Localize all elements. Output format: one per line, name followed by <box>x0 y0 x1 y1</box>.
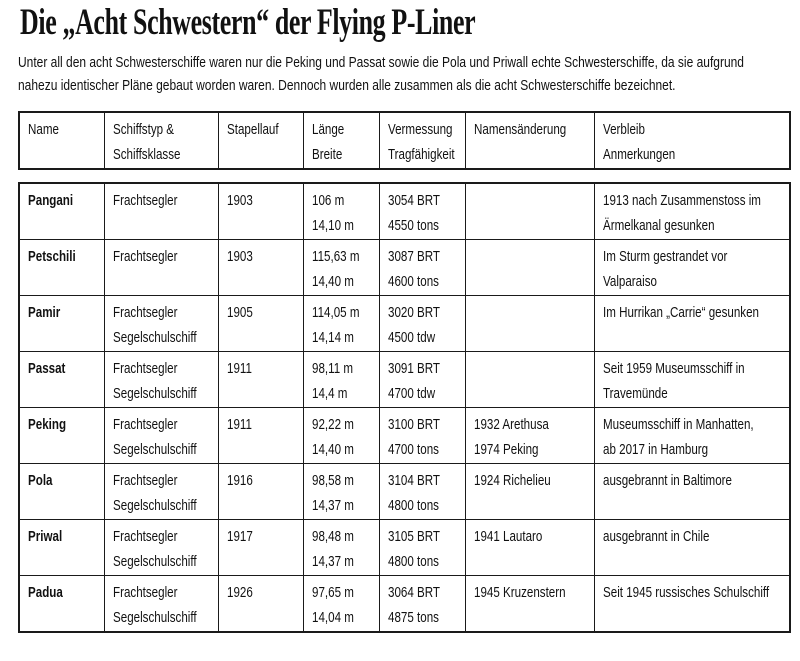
cell-verbleib <box>594 520 790 576</box>
intro-paragraph <box>18 51 800 97</box>
cell-verbleib <box>594 576 790 633</box>
ship-name: Pola <box>28 473 53 489</box>
cell-verbleib <box>594 352 790 408</box>
cell-line: 3104 BRT <box>387 473 440 489</box>
cell-line: 14,4 m <box>311 386 347 402</box>
cell-stapellauf <box>218 296 303 352</box>
col-header-label: Verbleib <box>602 122 645 138</box>
cell-line: ausgebrannt in Baltimore <box>602 473 732 489</box>
cell-namensaenderung <box>465 576 594 633</box>
cell-line: 98,58 m <box>311 473 354 489</box>
cell-line: 4800 tons <box>387 498 439 514</box>
col-header-namensaenderung <box>465 112 594 169</box>
cell-vermessung <box>379 352 465 408</box>
ship-name: Pangani <box>28 193 74 209</box>
cell-namensaenderung <box>465 408 594 464</box>
ship-name: Priwal <box>28 529 63 545</box>
cell-namensaenderung <box>465 240 594 296</box>
cell-stapellauf <box>218 520 303 576</box>
col-header-label: Breite <box>311 147 342 163</box>
cell-line: 1916 <box>226 473 253 489</box>
cell-line: Segelschulschiff <box>112 386 197 402</box>
cell-line: 98,11 m <box>311 361 353 377</box>
col-header-label: Stapellauf <box>226 122 279 138</box>
cell-laenge-breite <box>303 408 379 464</box>
cell-stapellauf <box>218 183 303 240</box>
cell-line: 1974 Peking <box>473 442 538 458</box>
cell-line: 3091 BRT <box>387 361 440 377</box>
col-header-label: Länge <box>311 122 344 138</box>
cell-line: 97,65 m <box>311 585 354 601</box>
cell-line: 4700 tdw <box>387 386 435 402</box>
cell-line: 4600 tons <box>387 274 439 290</box>
table-row-passat <box>19 352 790 408</box>
cell-vermessung <box>379 408 465 464</box>
cell-stapellauf <box>218 576 303 633</box>
cell-line: Frachtsegler <box>112 585 177 601</box>
cell-verbleib <box>594 464 790 520</box>
table-row-padua <box>19 576 790 633</box>
cell-namensaenderung <box>465 352 594 408</box>
cell-line: 4875 tons <box>387 610 439 626</box>
ship-name: Petschili <box>28 249 76 265</box>
cell-line: 14,40 m <box>311 274 354 290</box>
table-row-peking <box>19 408 790 464</box>
col-header-label: Schiffsklasse <box>112 147 180 163</box>
cell-line: Frachtsegler <box>112 417 177 433</box>
cell-line: 14,14 m <box>311 330 354 346</box>
cell-line: Segelschulschiff <box>112 610 197 626</box>
ships-table-header <box>18 111 791 170</box>
cell-verbleib <box>594 408 790 464</box>
cell-line: 1913 nach Zusammenstoss im <box>602 193 761 209</box>
cell-line: 115,63 m <box>311 249 360 265</box>
cell-line: Frachtsegler <box>112 361 177 377</box>
cell-name <box>19 240 104 296</box>
cell-laenge-breite <box>303 183 379 240</box>
table-row-priwal <box>19 520 790 576</box>
col-header-label: Name <box>28 122 59 138</box>
cell-vermessung <box>379 520 465 576</box>
cell-stapellauf <box>218 240 303 296</box>
cell-line: Segelschulschiff <box>112 498 197 514</box>
cell-line: Im Sturm gestrandet vor <box>602 249 727 265</box>
intro-line-1: Unter all den acht Schwesterschiffe waren nur die Peking und Passat sowie die Pola und Priwall echte Schwesterschiffe, da sie aufgrund <box>18 54 744 71</box>
cell-name <box>19 296 104 352</box>
cell-line: Frachtsegler <box>112 193 177 209</box>
cell-line: 98,48 m <box>311 529 354 545</box>
cell-schiffstyp <box>104 240 218 296</box>
cell-line: 106 m <box>311 193 344 209</box>
cell-line: 3105 BRT <box>387 529 440 545</box>
cell-line: 4500 tdw <box>387 330 435 346</box>
cell-name <box>19 576 104 633</box>
cell-name <box>19 520 104 576</box>
cell-line: Frachtsegler <box>112 473 177 489</box>
col-header-label: Schiffstyp & <box>112 122 174 138</box>
cell-line: 4550 tons <box>387 218 439 234</box>
header-row <box>19 112 790 169</box>
cell-line: 4700 tons <box>387 442 439 458</box>
cell-verbleib <box>594 296 790 352</box>
col-header-verbleib <box>594 112 790 169</box>
cell-laenge-breite <box>303 296 379 352</box>
cell-name <box>19 352 104 408</box>
cell-vermessung <box>379 296 465 352</box>
cell-line: 1941 Lautaro <box>473 529 542 545</box>
cell-namensaenderung <box>465 296 594 352</box>
cell-vermessung <box>379 576 465 633</box>
cell-verbleib <box>594 240 790 296</box>
cell-line: Travemünde <box>602 386 668 402</box>
cell-schiffstyp <box>104 352 218 408</box>
cell-laenge-breite <box>303 576 379 633</box>
cell-line: Frachtsegler <box>112 305 177 321</box>
ship-name: Pamir <box>28 305 61 321</box>
cell-line: 1903 <box>226 249 253 265</box>
cell-line: 1917 <box>226 529 253 545</box>
cell-line: ausgebrannt in Chile <box>602 529 709 545</box>
cell-verbleib <box>594 183 790 240</box>
cell-line: Ärmelkanal gesunken <box>602 218 715 234</box>
col-header-stapellauf <box>218 112 303 169</box>
ships-table <box>18 182 791 633</box>
cell-line: Frachtsegler <box>112 529 177 545</box>
page-title <box>20 2 670 44</box>
cell-line: Seit 1945 russisches Schulschiff <box>602 585 769 601</box>
cell-line: 3087 BRT <box>387 249 440 265</box>
cell-line: 14,40 m <box>311 442 354 458</box>
ship-name: Passat <box>28 361 66 377</box>
table-row-pangani <box>19 183 790 240</box>
col-header-laenge-breite <box>303 112 379 169</box>
cell-line: 1911 <box>226 417 252 433</box>
col-header-label: Tragfähigkeit <box>387 147 455 163</box>
cell-namensaenderung <box>465 183 594 240</box>
cell-stapellauf <box>218 352 303 408</box>
cell-schiffstyp <box>104 520 218 576</box>
cell-line: 14,37 m <box>311 554 354 570</box>
intro-line-2: nahezu identischer Pläne gebaut worden waren. Dennoch wurden alle zusammen als die acht Schwesterschiffe bezeichnet. <box>18 77 676 94</box>
page-title-text: Die „Acht Schwestern“ der Flying P-Liner <box>20 2 476 43</box>
cell-line: 3100 BRT <box>387 417 440 433</box>
cell-line: Segelschulschiff <box>112 442 197 458</box>
cell-line: Segelschulschiff <box>112 554 197 570</box>
cell-name <box>19 183 104 240</box>
col-header-vermessung <box>379 112 465 169</box>
cell-line: 92,22 m <box>311 417 354 433</box>
cell-line: 3054 BRT <box>387 193 440 209</box>
cell-line: 14,37 m <box>311 498 354 514</box>
cell-schiffstyp <box>104 183 218 240</box>
cell-line: 1926 <box>226 585 253 601</box>
col-header-name <box>19 112 104 169</box>
col-header-label: Anmerkungen <box>602 147 675 163</box>
cell-line: 1924 Richelieu <box>473 473 551 489</box>
cell-line: Frachtsegler <box>112 249 177 265</box>
cell-line: 3064 BRT <box>387 585 440 601</box>
table-row-pamir <box>19 296 790 352</box>
cell-namensaenderung <box>465 464 594 520</box>
cell-line: 114,05 m <box>311 305 360 321</box>
cell-line: Valparaiso <box>602 274 657 290</box>
cell-line: 1903 <box>226 193 253 209</box>
ship-name: Peking <box>28 417 67 433</box>
cell-line: Seit 1959 Museumsschiff in <box>602 361 745 377</box>
cell-stapellauf <box>218 408 303 464</box>
cell-line: 1905 <box>226 305 253 321</box>
cell-line: 4800 tons <box>387 554 439 570</box>
cell-vermessung <box>379 183 465 240</box>
cell-schiffstyp <box>104 576 218 633</box>
cell-laenge-breite <box>303 520 379 576</box>
table-row-pola <box>19 464 790 520</box>
ship-name: Padua <box>28 585 63 601</box>
cell-vermessung <box>379 240 465 296</box>
cell-line: Museumsschiff in Manhatten, <box>602 417 754 433</box>
cell-line: 3020 BRT <box>387 305 440 321</box>
cell-line: Segelschulschiff <box>112 330 197 346</box>
cell-stapellauf <box>218 464 303 520</box>
cell-line: Im Hurrikan „Carrie“ gesunken <box>602 305 759 321</box>
cell-laenge-breite <box>303 464 379 520</box>
cell-name <box>19 464 104 520</box>
cell-line: 1911 <box>226 361 252 377</box>
col-header-schiffstyp <box>104 112 218 169</box>
cell-line: 1945 Kruzenstern <box>473 585 566 601</box>
cell-laenge-breite <box>303 352 379 408</box>
col-header-label: Namensänderung <box>473 122 566 138</box>
cell-line: 14,10 m <box>311 218 354 234</box>
cell-schiffstyp <box>104 408 218 464</box>
cell-line: 1932 Arethusa <box>473 417 549 433</box>
cell-name <box>19 408 104 464</box>
cell-line: 14,04 m <box>311 610 354 626</box>
cell-laenge-breite <box>303 240 379 296</box>
col-header-label: Vermessung <box>387 122 452 138</box>
cell-vermessung <box>379 464 465 520</box>
table-row-petschili <box>19 240 790 296</box>
cell-schiffstyp <box>104 464 218 520</box>
cell-schiffstyp <box>104 296 218 352</box>
cell-namensaenderung <box>465 520 594 576</box>
cell-line: ab 2017 in Hamburg <box>602 442 708 458</box>
